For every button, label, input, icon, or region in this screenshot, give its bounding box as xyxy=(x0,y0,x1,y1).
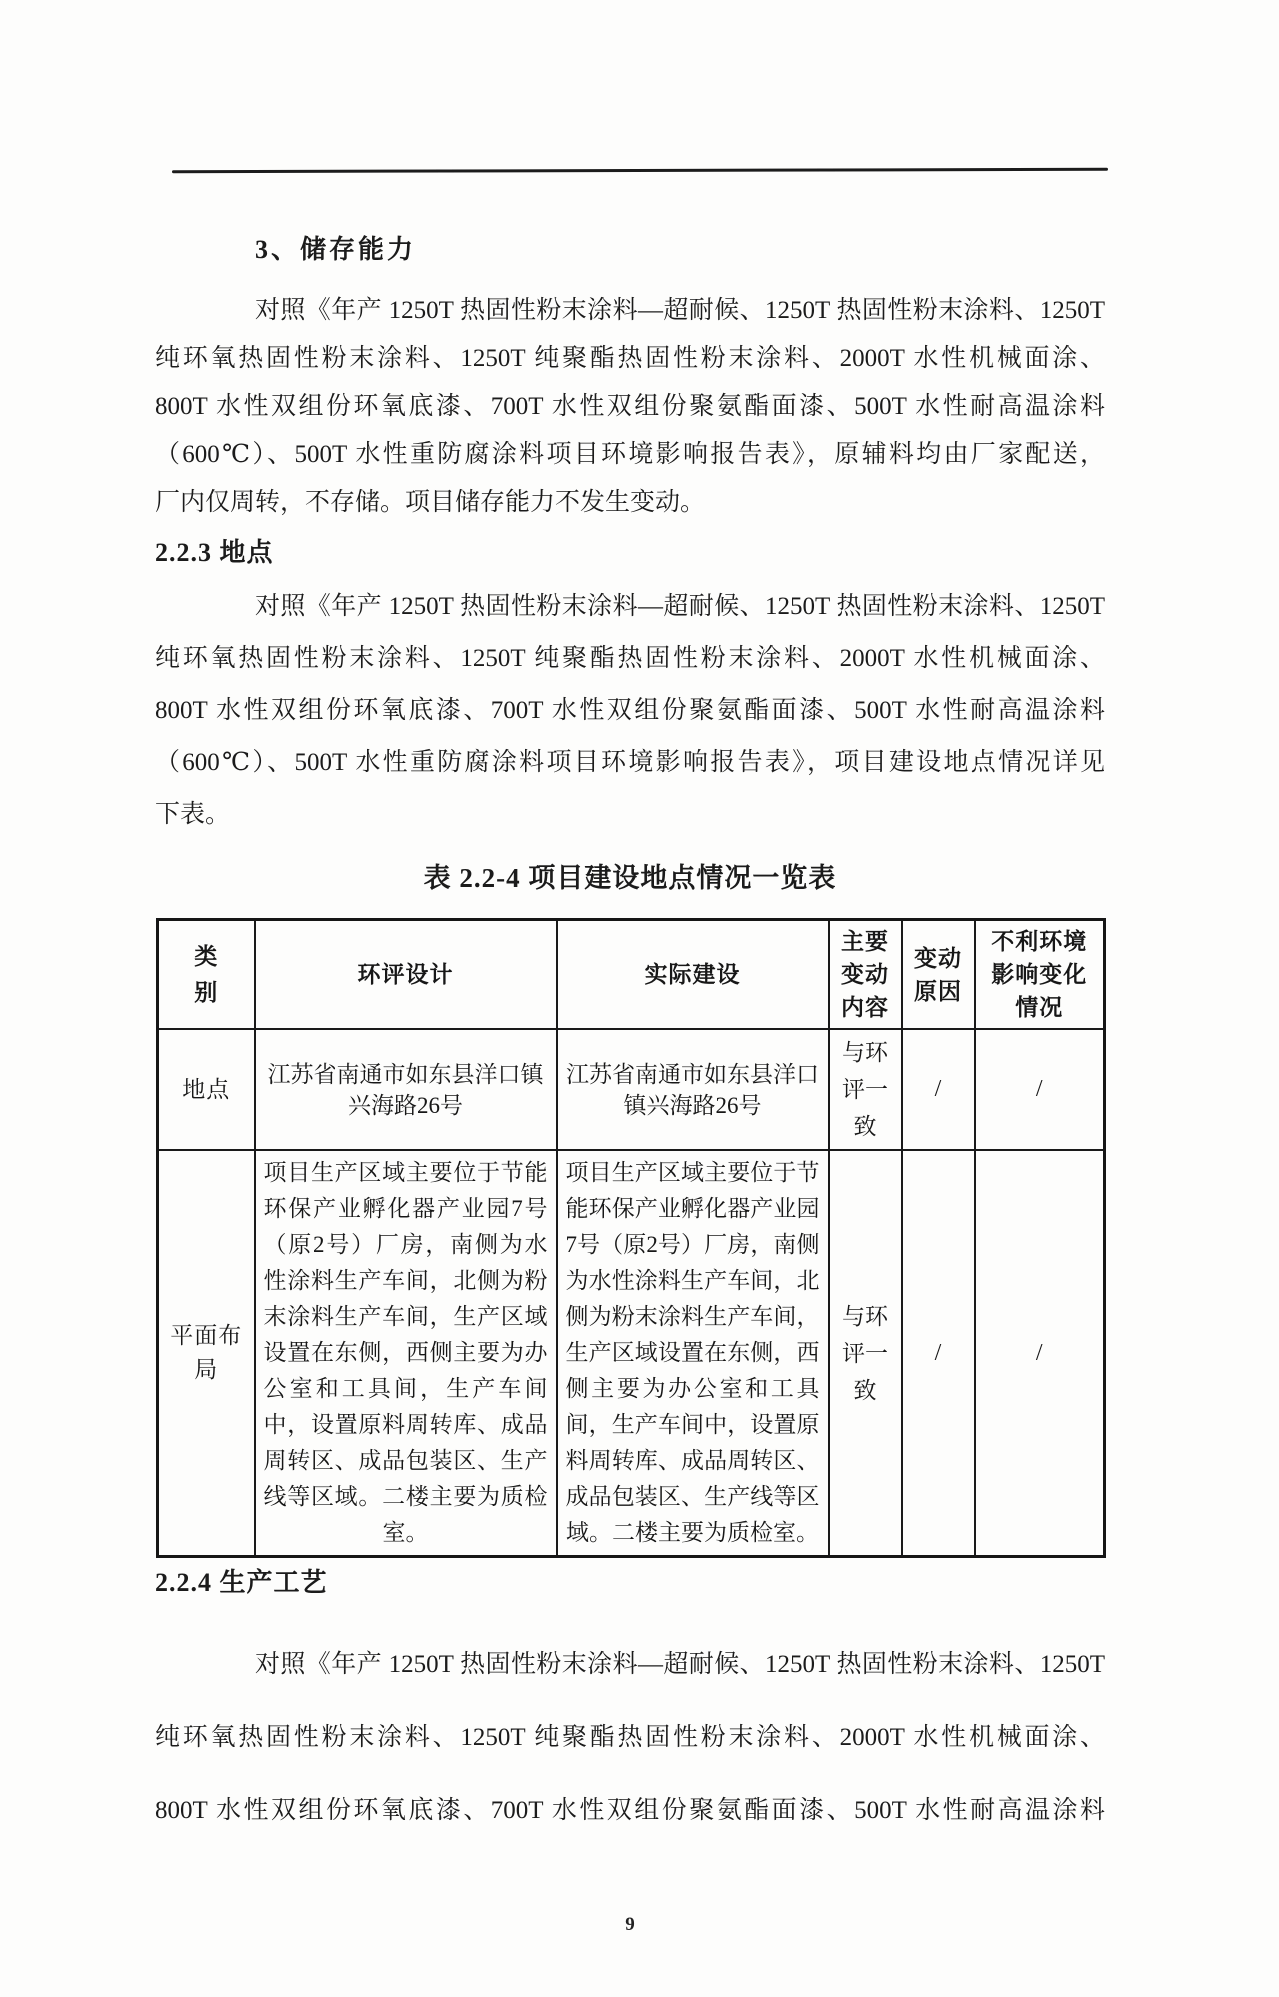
paragraph-line: 纯环氧热固性粉末涂料、1250T 纯聚酯热固性粉末涂料、2000T 水性机械面涂、 xyxy=(155,345,1105,372)
page-number: 9 xyxy=(625,1914,635,1935)
table-row-layout xyxy=(158,1150,1105,1557)
paragraph-line: 纯环氧热固性粉末涂料、1250T 纯聚酯热固性粉末涂料、2000T 水性机械面涂、 xyxy=(155,645,1105,672)
cell-adverse-change: / xyxy=(975,1029,1105,1150)
cell-eia-design: 项目生产区域主要位于节能环保产业孵化器产业园7号（原2号）厂房，南侧为水性涂料生产车间，北侧为粉末涂料生产车间，生产区域设置在东侧，西侧主要为办公室和工具间，生产车间中，设置原料周转库、成品周转区、成品包装区、生产线等区域。二楼主要为质检室。 xyxy=(255,1150,557,1557)
cell-adverse-change: / xyxy=(975,1150,1105,1557)
heading-production-process: 2.2.4 生产工艺 xyxy=(155,1568,328,1597)
paragraph-line: 厂内仅周转，不存储。项目储存能力不发生变动。 xyxy=(155,489,706,516)
col-header-category xyxy=(158,920,255,1030)
table-row-location xyxy=(158,1029,1105,1150)
paragraph-line: 800T 水性双组份环氧底漆、700T 水性双组份聚氨酯面漆、500T 水性耐高温涂料 xyxy=(155,393,1105,420)
col-header-actual-construction: 实际建设 xyxy=(557,920,829,1030)
col-header-eia-design: 环评设计 xyxy=(255,920,557,1030)
paragraph-line: 下表。 xyxy=(155,801,231,828)
cell-actual: 江苏省南通市如东县洋口镇兴海路26号 xyxy=(557,1029,829,1150)
cell-category: 地点 xyxy=(158,1029,255,1150)
col-header-adverse-impact: 不利环境影响变化情况 xyxy=(975,920,1105,1030)
heading-storage-capacity: 3、储存能力 xyxy=(255,235,417,264)
paragraph-storage xyxy=(155,287,1105,527)
paragraph-line: 对照《年产 1250T 热固性粉末涂料—超耐候、1250T 热固性粉末涂料、1250T xyxy=(255,297,1105,324)
cell-change-reason: / xyxy=(902,1029,975,1150)
paragraph-line: （600℃）、500T 水性重防腐涂料项目环境影响报告表》，原辅料均由厂家配送， xyxy=(155,441,1105,468)
paragraph-process xyxy=(155,1628,1105,1847)
cell-change-reason: / xyxy=(902,1150,975,1557)
paragraph-line: 纯环氧热固性粉末涂料、1250T 纯聚酯热固性粉末涂料、2000T 水性机械面涂、 xyxy=(155,1724,1105,1751)
heading-location: 2.2.3 地点 xyxy=(155,538,274,567)
cell-actual: 项目生产区域主要位于节能环保产业孵化器产业园7号（原2号）厂房，南侧为水性涂料生产车间，北侧为粉末涂料生产车间，生产区域设置在东侧，西侧主要为办公室和工具间，生产车间中，设置原料周转库、成品周转区、成品包装区、生产线等区域。二楼主要为质检室。 xyxy=(557,1150,829,1557)
location-table xyxy=(156,918,1106,1558)
cell-main-change: 与环评一致 xyxy=(829,1150,902,1557)
paragraph-location xyxy=(155,581,1105,841)
col-header-main-change: 主要变动内容 xyxy=(829,920,902,1030)
cell-main-change: 与环评一致 xyxy=(829,1029,902,1150)
cell-eia-design: 江苏省南通市如东县洋口镇兴海路26号 xyxy=(255,1029,557,1150)
paragraph-line: 对照《年产 1250T 热固性粉末涂料—超耐候、1250T 热固性粉末涂料、1250T xyxy=(255,593,1105,620)
table-header-row xyxy=(158,920,1105,1030)
col-header-category-label: 类别 xyxy=(194,943,219,1005)
header-rule xyxy=(172,168,1108,173)
paragraph-line: 对照《年产 1250T 热固性粉末涂料—超耐候、1250T 热固性粉末涂料、1250T xyxy=(255,1651,1105,1678)
cell-category: 平面布局 xyxy=(158,1150,255,1557)
col-header-change-reason: 变动原因 xyxy=(902,920,975,1030)
table-caption: 表 2.2-4 项目建设地点情况一览表 xyxy=(423,863,837,893)
paragraph-line: （600℃）、500T 水性重防腐涂料项目环境影响报告表》，项目建设地点情况详见 xyxy=(155,749,1105,776)
paragraph-line: 800T 水性双组份环氧底漆、700T 水性双组份聚氨酯面漆、500T 水性耐高温涂料 xyxy=(155,697,1105,724)
paragraph-line: 800T 水性双组份环氧底漆、700T 水性双组份聚氨酯面漆、500T 水性耐高温涂料 xyxy=(155,1797,1105,1824)
